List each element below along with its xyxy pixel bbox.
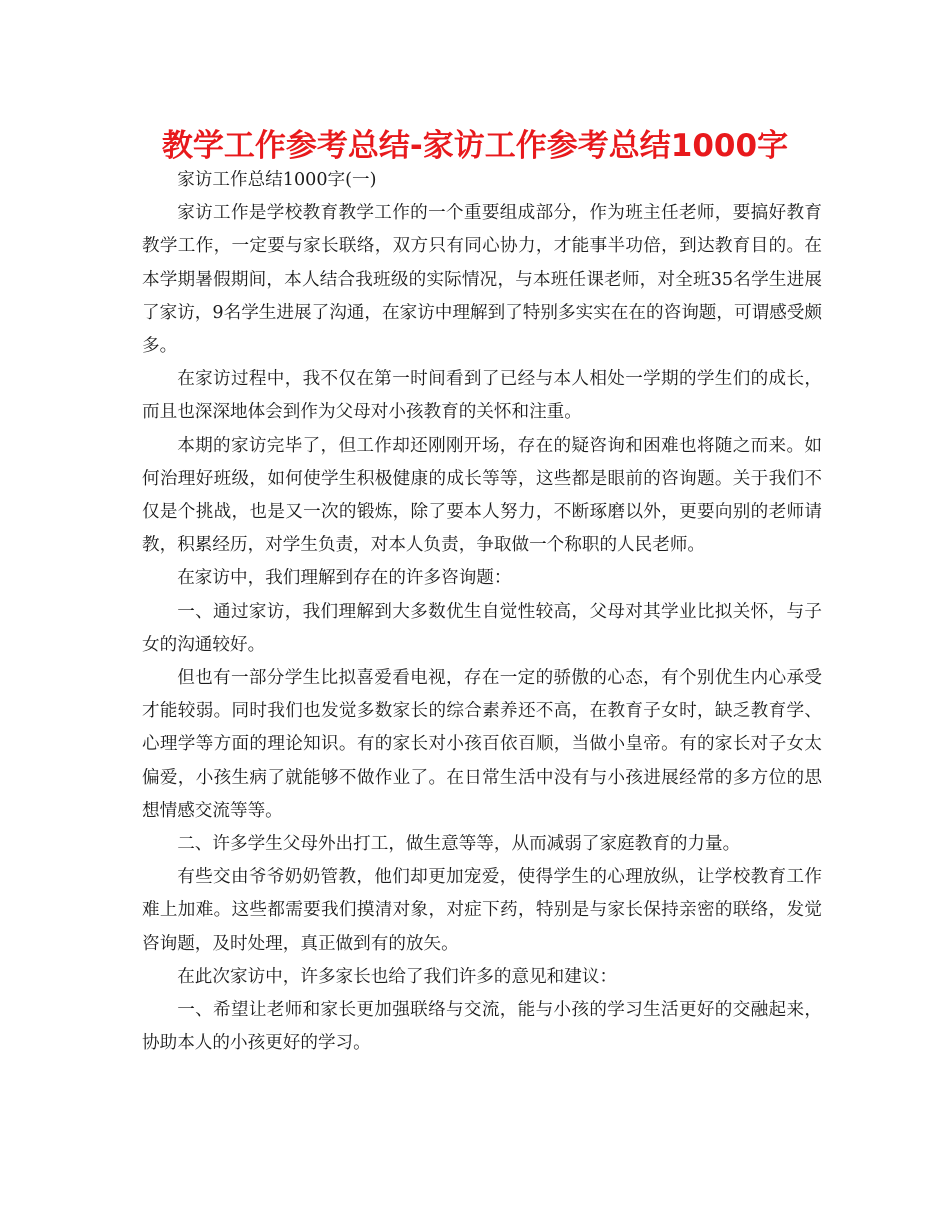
paragraph: 本期的家访完毕了，但工作却还刚刚开场，存在的疑咨询和困难也将随之而来。如何治理好班级，如何使学生积极健康的成长等等，这些都是眼前的咨询题。关于我们不仅是个挑战，也是又一次的锻炼，除了要本人努力，不断琢磨以外，更要向别的老师请教，积累经历，对学生负责，对本人负责，争取做一个称职的人民老师。 bbox=[142, 435, 822, 556]
document-title: 教学工作参考总结-家访工作参考总结1000字 bbox=[161, 128, 789, 164]
document-body bbox=[142, 164, 822, 1060]
paragraph: 家访工作是学校教育教学工作的一个重要组成部分，作为班主任老师，要搞好教育教学工作，一定要与家长联络，双方只有同心协力，才能事半功倍，到达教育目的。在本学期暑假期间，本人结合我班级的实际情况，与本班任课老师，对全班35名学生进展了家访，9名学生进展了沟通，在家访中理解到了特别多实实在在的咨询题，可谓感受颇多。 bbox=[142, 203, 822, 357]
paragraph: 在家访过程中，我不仅在第一时间看到了已经与本人相处一学期的学生们的成长，而且也深深地体会到作为父母对小孩教育的关怀和注重。 bbox=[142, 369, 822, 423]
paragraph: 一、希望让老师和家长更加强联络与交流，能与小孩的学习生活更好的交融起来，协助本人的小孩更好的学习。 bbox=[142, 1000, 822, 1054]
section-heading: 家访工作总结1000字(一) bbox=[177, 170, 377, 190]
paragraph: 在此次家访中，许多家长也给了我们许多的意见和建议： bbox=[177, 966, 618, 987]
paragraph: 二、许多学生父母外出打工，做生意等等，从而减弱了家庭教育的力量。 bbox=[177, 834, 741, 855]
paragraph: 在家访中，我们理解到存在的许多咨询题： bbox=[177, 568, 512, 589]
paragraph: 有些交由爷爷奶奶管教，他们却更加宠爱，使得学生的心理放纵，让学校教育工作难上加难。这些都需要我们摸清对象，对症下药，特别是与家长保持亲密的联络，发觉咨询题，及时处理，真正做到有的放矢。 bbox=[142, 867, 822, 954]
paragraph: 一、通过家访，我们理解到大多数优生自觉性较高，父母对其学业比拟关怀，与子女的沟通较好。 bbox=[142, 601, 822, 655]
paragraph: 但也有一部分学生比拟喜爱看电视，存在一定的骄傲的心态，有个别优生内心承受才能较弱。同时我们也发觉多数家长的综合素养还不高，在教育子女时，缺乏教育学、心理学等方面的理论知识。有的家长对小孩百依百顺，当做小皇帝。有的家长对子女太偏爱，小孩生病了就能够不做作业了。在日常生活中没有与小孩进展经常的多方位的思想情感交流等等。 bbox=[142, 668, 822, 821]
